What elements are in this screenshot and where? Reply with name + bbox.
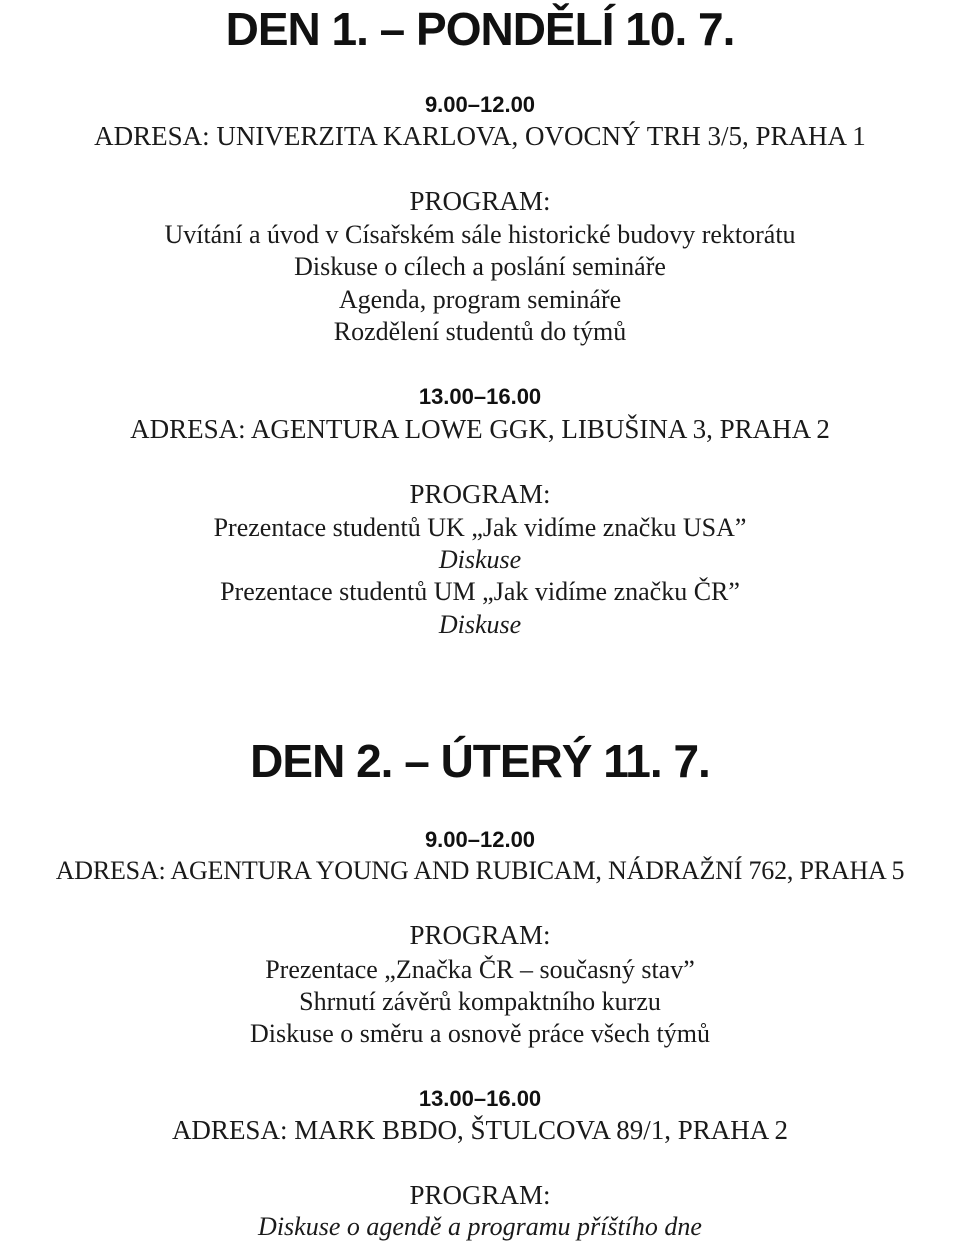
day1-afternoon-item: Diskuse <box>438 610 522 639</box>
day1-morning-item: Uvítání a úvod v Císařském sále historické budovy rektorátu <box>164 220 796 249</box>
day1-morning-time: 9.00–12.00 <box>424 92 536 117</box>
day1-afternoon-program-label: PROGRAM: <box>409 479 551 509</box>
day2-morning-item: Prezentace „Značka ČR – současný stav” <box>265 955 695 984</box>
day1-morning-item: Agenda, program semináře <box>338 285 622 314</box>
day2-morning-item: Diskuse o směru a osnově práce všech týmů <box>250 1019 710 1048</box>
day1-afternoon-item: Diskuse <box>438 545 522 574</box>
day2-title: DEN 2. – ÚTERÝ 11. 7. <box>250 735 710 787</box>
day2-afternoon-address: ADRESA: MARK BBDO, ŠTULCOVA 89/1, PRAHA 2 <box>171 1115 789 1145</box>
day1-afternoon-item: Prezentace studentů UK „Jak vidíme značku USA” <box>213 513 747 542</box>
day2-afternoon-time: 13.00–16.00 <box>418 1086 542 1111</box>
day1-morning-item: Rozdělení studentů do týmů <box>333 317 627 346</box>
day2-morning-program-label: PROGRAM: <box>409 920 551 950</box>
day1-afternoon-time: 13.00–16.00 <box>418 384 542 409</box>
day2-morning-address: ADRESA: AGENTURA YOUNG AND RUBICAM, NÁDRAŽNÍ 762, PRAHA 5 <box>55 856 905 885</box>
day2-morning-time: 9.00–12.00 <box>424 827 536 852</box>
day1-morning-program-label: PROGRAM: <box>409 186 551 216</box>
day1-morning-item: Diskuse o cílech a poslání semináře <box>294 252 666 281</box>
day1-afternoon-address: ADRESA: AGENTURA LOWE GGK, LIBUŠINA 3, PRAHA 2 <box>130 414 830 444</box>
day1-title: DEN 1. – PONDĚLÍ 10. 7. <box>225 3 735 55</box>
day2-afternoon-program-label: PROGRAM: <box>409 1180 551 1210</box>
day1-morning-address: ADRESA: UNIVERZITA KARLOVA, OVOCNÝ TRH 3/5, PRAHA 1 <box>94 121 866 151</box>
day2-afternoon-item: Diskuse o agendě a programu příštího dne <box>258 1212 702 1241</box>
day1-afternoon-item: Prezentace studentů UM „Jak vidíme značku ČR” <box>220 577 740 606</box>
day2-morning-item: Shrnutí závěrů kompaktního kurzu <box>299 987 661 1016</box>
